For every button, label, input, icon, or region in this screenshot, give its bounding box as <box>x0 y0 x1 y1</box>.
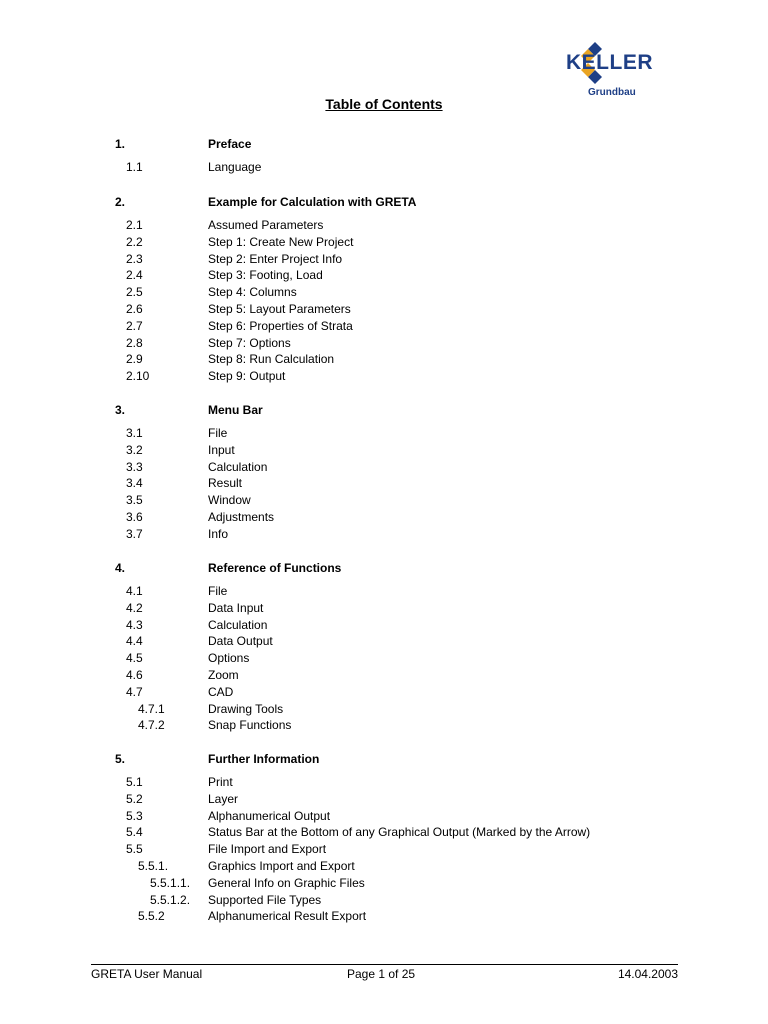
toc-entry[interactable] <box>0 368 768 384</box>
toc-entry[interactable] <box>0 774 768 790</box>
entry-title: Data Output <box>208 634 273 648</box>
toc-entry[interactable] <box>0 633 768 649</box>
entry-number: 3.1 <box>126 426 143 440</box>
footer-date: 14.04.2003 <box>617 967 678 981</box>
section-title: Further Information <box>208 752 320 766</box>
entry-number: 4.7 <box>126 685 143 699</box>
toc-entry[interactable] <box>0 318 768 334</box>
entry-number: 3.6 <box>126 510 143 524</box>
entry-number: 5.2 <box>126 792 143 806</box>
toc-entry[interactable] <box>0 335 768 351</box>
entry-number: 2.8 <box>126 336 143 350</box>
entry-title: Assumed Parameters <box>208 218 324 232</box>
entry-number: 5.5.1.2. <box>150 893 191 907</box>
toc-section-heading[interactable] <box>115 751 354 767</box>
entry-title: Data Input <box>208 601 264 615</box>
entry-title: Window <box>208 493 251 507</box>
section-title: Preface <box>208 137 252 151</box>
toc-entry[interactable] <box>0 351 768 367</box>
entry-number: 3.3 <box>126 460 143 474</box>
entry-number: 2.9 <box>126 352 143 366</box>
entry-title: Step 1: Create New Project <box>208 235 354 249</box>
toc-entry[interactable] <box>0 425 768 441</box>
toc-entry[interactable] <box>0 234 768 250</box>
toc-entry[interactable] <box>0 583 768 599</box>
entry-title: Step 2: Enter Project Info <box>208 252 343 266</box>
entry-number: 2.3 <box>126 252 143 266</box>
toc-entry[interactable] <box>0 442 768 458</box>
entry-number: 3.7 <box>126 527 143 541</box>
toc-entry[interactable] <box>0 701 768 717</box>
entry-title: Supported File Types <box>208 893 322 907</box>
entry-number: 2.1 <box>126 218 143 232</box>
entry-number: 5.5 <box>126 842 143 856</box>
toc-section-heading[interactable] <box>115 402 354 418</box>
toc-entry[interactable] <box>0 875 768 891</box>
entry-title: Layer <box>208 792 239 806</box>
entry-number: 4.4 <box>126 634 143 648</box>
entry-number: 5.4 <box>126 825 143 839</box>
entry-number: 2.7 <box>126 319 143 333</box>
entry-number: 4.3 <box>126 618 143 632</box>
section-number: 2. <box>115 195 126 209</box>
entry-number: 4.7.2 <box>138 718 165 732</box>
toc-entry[interactable] <box>0 267 768 283</box>
toc-entry[interactable] <box>0 217 768 233</box>
entry-title: Info <box>208 527 229 541</box>
entry-title: Step 3: Footing, Load <box>208 268 323 282</box>
section-number: 5. <box>115 752 126 766</box>
entry-number: 5.5.2 <box>138 909 165 923</box>
entry-number: 2.6 <box>126 302 143 316</box>
toc-entry[interactable] <box>0 284 768 300</box>
entry-number: 2.2 <box>126 235 143 249</box>
entry-title: Step 4: Columns <box>208 285 297 299</box>
entry-title: Input <box>208 443 235 457</box>
entry-title: Result <box>208 476 243 490</box>
toc-section-heading[interactable] <box>115 136 354 152</box>
entry-title: Status Bar at the Bottom of any Graphical Output (Marked by the Arrow) <box>208 825 591 839</box>
toc-entry[interactable] <box>0 667 768 683</box>
toc-section-heading[interactable] <box>115 194 417 210</box>
entry-title: General Info on Graphic Files <box>208 876 365 890</box>
section-number: 1. <box>115 137 126 151</box>
entry-title: Calculation <box>208 460 268 474</box>
toc-entry[interactable] <box>0 459 768 475</box>
entry-title: Step 5: Layout Parameters <box>208 302 351 316</box>
entry-title: CAD <box>208 685 234 699</box>
toc-entry[interactable] <box>0 717 768 733</box>
logo-subtitle: Grundbau <box>588 87 636 98</box>
footer-document-title: GRETA User Manual <box>91 967 203 981</box>
section-title: Reference of Functions <box>208 561 342 575</box>
toc-entry[interactable] <box>0 841 768 857</box>
entry-number: 2.4 <box>126 268 143 282</box>
toc-entry[interactable] <box>0 492 768 508</box>
entry-title: Snap Functions <box>208 718 292 732</box>
logo-wordmark: KELLER <box>566 51 653 74</box>
entry-number: 4.5 <box>126 651 143 665</box>
entry-title: Step 9: Output <box>208 369 286 383</box>
entry-number: 5.5.1.1. <box>150 876 191 890</box>
toc-entry[interactable] <box>0 509 768 525</box>
entry-title: Options <box>208 651 250 665</box>
section-title: Example for Calculation with GRETA <box>208 195 417 209</box>
entry-number: 2.5 <box>126 285 143 299</box>
toc-title: Table of Contents <box>325 96 443 112</box>
entry-title: Zoom <box>208 668 239 682</box>
toc-entry[interactable] <box>0 791 768 807</box>
entry-title: Print <box>208 775 233 789</box>
entry-number: 1.1 <box>126 160 143 174</box>
entry-title: Step 7: Options <box>208 336 291 350</box>
entry-title: Graphics Import and Export <box>208 859 355 873</box>
page-footer <box>91 964 678 985</box>
entry-number: 5.5.1. <box>138 859 169 873</box>
entry-number: 4.2 <box>126 601 143 615</box>
toc-entry[interactable] <box>0 159 768 175</box>
entry-number: 3.5 <box>126 493 143 507</box>
entry-title: Adjustments <box>208 510 275 524</box>
entry-number: 5.3 <box>126 809 143 823</box>
toc-entry[interactable] <box>0 475 768 491</box>
entry-title: Calculation <box>208 618 268 632</box>
entry-number: 3.4 <box>126 476 143 490</box>
toc-entry[interactable] <box>0 858 768 874</box>
toc-entry[interactable] <box>0 808 768 824</box>
toc-entry[interactable] <box>0 617 768 633</box>
toc-entry[interactable] <box>0 824 768 840</box>
entry-title: Language <box>208 160 262 174</box>
section-number: 4. <box>115 561 126 575</box>
toc-entry[interactable] <box>0 908 768 924</box>
entry-title: Step 6: Properties of Strata <box>208 319 353 333</box>
entry-number: 5.1 <box>126 775 143 789</box>
entry-title: Drawing Tools <box>208 702 284 716</box>
toc-entry[interactable] <box>0 251 768 267</box>
toc-entry[interactable] <box>0 600 768 616</box>
entry-title: File Import and Export <box>208 842 327 856</box>
section-title: Menu Bar <box>208 403 263 417</box>
entry-number: 4.1 <box>126 584 143 598</box>
toc-entry[interactable] <box>0 301 768 317</box>
toc-section-heading[interactable] <box>115 560 354 576</box>
toc-entry[interactable] <box>0 650 768 666</box>
toc-entry[interactable] <box>0 684 768 700</box>
entry-number: 3.2 <box>126 443 143 457</box>
toc-entry[interactable] <box>0 526 768 542</box>
entry-number: 2.10 <box>126 369 150 383</box>
entry-title: Alphanumerical Result Export <box>208 909 367 923</box>
entry-title: Alphanumerical Output <box>208 809 331 823</box>
toc-entry[interactable] <box>0 892 768 908</box>
entry-title: Step 8: Run Calculation <box>208 352 335 366</box>
footer-page-number: Page 1 of 25 <box>347 967 416 981</box>
entry-number: 4.7.1 <box>138 702 165 716</box>
entry-number: 4.6 <box>126 668 143 682</box>
section-number: 3. <box>115 403 126 417</box>
entry-title: File <box>208 426 228 440</box>
entry-title: File <box>208 584 228 598</box>
